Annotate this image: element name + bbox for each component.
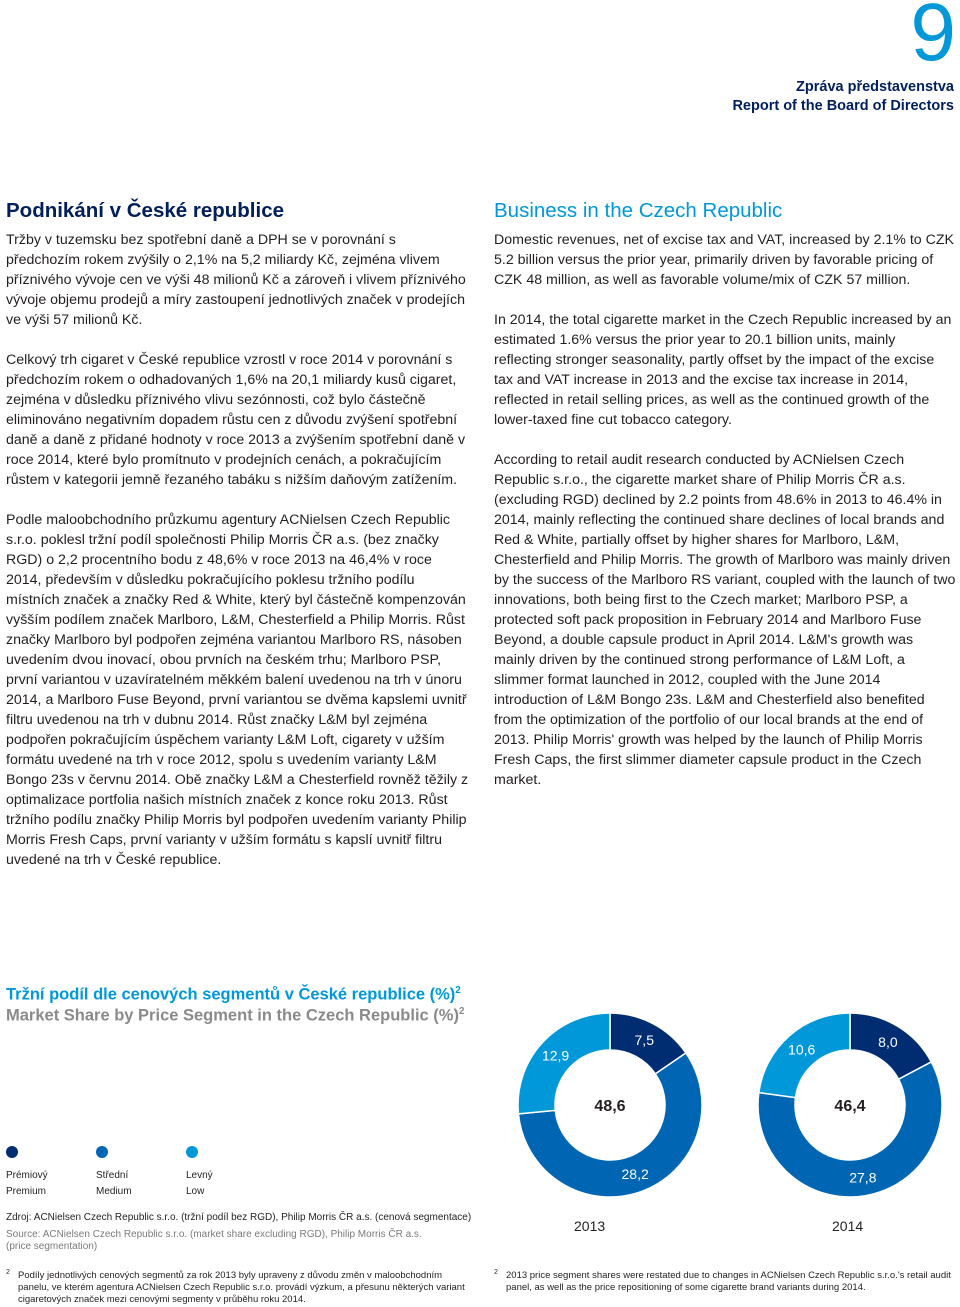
report-title	[732, 78, 954, 116]
year-label-2013: 2013	[574, 1218, 606, 1234]
footnote-mark: 2	[6, 1269, 10, 1276]
donut-label-medium-2013: 28,2	[621, 1166, 649, 1183]
footnote-ref: 2	[455, 985, 461, 996]
chart-title-cz-text: Tržní podíl dle cenových segmentů v České republice (%)	[6, 985, 456, 1004]
chart-source-en: Source: ACNielsen Czech Republic s.r.o. (market share excluding RGD), Philip Morris ČR a.s. (price segmentation)	[6, 1229, 422, 1252]
legend-label-en: Medium	[96, 1186, 132, 1197]
footnote-ref: 2	[458, 1006, 465, 1017]
footnote-text: 2013 price segment shares were restated due to changes in ACNielsen Czech Republic s.r.o.'s retail audit panel, as well as the price repositioning of some cigarette brand variants during 2014.	[506, 1270, 951, 1293]
section-title-cz: Podnikání v České republice	[6, 199, 284, 222]
report-title-en: Report of the Board of Directors	[732, 98, 954, 114]
paragraph: According to retail audit research conducted by ACNielsen Czech Republic s.r.o., the cigarette market share of Philip Morris ČR a.s. (excluding RGD) declined by 2.2 points from 48.6% in 2013 to 46.4% in 2014, mainly reflecting the continued share declines of local brands and Red & White, partially offset by higher shares for Marlboro, L&M, Chesterfield and Philip Morris. The growth of Marlboro was mainly driven by the success of the Marlboro RS variant, coupled with the launch of two innovations, both being first to the Czech market; Marlboro PSP, a protected soft pack proposition in February 2014 and Marlboro Fuse Beyond, a double capsule product in April 2014. L&M's growth was mainly driven by the continued strong performance of L&M Loft, a slimmer format launched in 2012, coupled with the June 2014 introduction of L&M Bongo 23s. L&M and Chesterfield also benefited from the optimization of the portfolio of our local brands at the end of 2013. Philip Morris' growth was helped by the launch of Philip Morris Fresh Caps, the first slimmer diameter capsule product in the Czech market.	[494, 452, 956, 788]
legend-label-en: Premium	[6, 1186, 47, 1197]
donut-label-low-2014: 10,6	[788, 1041, 816, 1058]
donut-label-premium-2013: 7,5	[634, 1031, 654, 1048]
donut-center-label-2014: 46,4	[834, 1098, 866, 1115]
year-label-2014: 2014	[832, 1218, 864, 1234]
legend-dot-premium	[6, 1146, 18, 1158]
paragraph: Tržby v tuzemsku bez spotřební daně a DPH se v porovnání s předchozím rokem zvýšily o 2,1% na 5,2 miliardy Kč, zejména vlivem příznivého vývoje cen ve výši 48 milionů Kč a zároveň i vlivem příznivého vývoje objemu prodejů a míry zastoupení jednotlivých značek v prodejích ve výši 57 milionů Kč.	[6, 232, 466, 328]
donut-chart	[480, 995, 950, 1210]
chart-source-cz: Zdroj: ACNielsen Czech Republic s.r.o. (tržní podíl bez RGD), Philip Morris ČR a.s. (cenová segmentace)	[6, 1212, 472, 1223]
donut-label-premium-2014: 8,0	[878, 1034, 898, 1051]
report-title-cz: Zpráva představenstva	[796, 79, 954, 95]
paragraph: In 2014, the total cigarette market in the Czech Republic increased by an estimated 1.6% versus the prior year to 20.1 billion units, mainly reflecting stronger seasonality, partly offset by the impact of the excise tax and VAT increase in 2013 and the excise tax increase in 2014, reflected in retail selling prices, as well as the continued growth of the lower-taxed fine cut tobacco category.	[494, 312, 952, 428]
legend-label-en: Low	[186, 1186, 205, 1197]
page-number: 9	[910, 0, 954, 78]
donut-center-label-2013: 48,6	[594, 1098, 626, 1115]
paragraph: Celkový trh cigaret v České republice vzrostl v roce 2014 v porovnání s předchozím rokem o odhadovaných 1,6% na 20,1 miliardy kusů cigaret, zejména v důsledku příznivého vlivu sezónnosti, což bylo částečně eliminováno negativním dopadem růstu cen z důvodu zvýšení spotřební daně a daně z přidané hodnoty v roce 2013 a zvýšením spotřební daně v roce 2014, které bylo promítnuto v prodejních cenách, a pokračujícím růstem v kategorii jemně řezaného tabáku s nižším daňovým zatížením.	[6, 352, 466, 488]
footnote-mark: 2	[494, 1269, 498, 1276]
footnote-en	[494, 1270, 954, 1294]
footnote-cz	[6, 1270, 466, 1306]
legend-label-cz: Prémiový	[6, 1170, 48, 1181]
legend-dot-medium	[96, 1146, 108, 1158]
donut-label-low-2013: 12,9	[541, 1047, 570, 1064]
footnote-text: Podíly jednotlivých cenových segmentů za rok 2013 byly upraveny z důvodu změn v maloobchodním panelu, ve kterém agentura ACNielsen Czech Republic s.r.o. provádí výzkum, a přesunu některých variant cigaretových značek mezi cenovými segmenty v průběhu roku 2014.	[18, 1270, 465, 1305]
legend-dot-low	[186, 1146, 198, 1158]
legend-label-cz: Levný	[186, 1170, 213, 1181]
left-column	[6, 198, 470, 890]
chart-title-en-text: Market Share by Price Segment in the Czech Republic (%)	[6, 1006, 459, 1025]
donut-label-medium-2014: 27,8	[849, 1169, 877, 1186]
legend-label-cz: Střední	[96, 1170, 129, 1181]
section-title-en: Business in the Czech Republic	[494, 199, 783, 222]
paragraph: Podle maloobchodního průzkumu agentury ACNielsen Czech Republic s.r.o. poklesl tržní podíl společnosti Philip Morris ČR a.s. (bez značky RGD) o 2,2 procentního bodu z 48,6% v roce 2013 na 46,4% v roce 2014, především v důsledku pokračujícího poklesu tržního podílu místních značek a značky Red & White, který byl částečně kompenzován vyšším podílem značek Marlboro, L&M, Chesterfield a Philip Morris. Růst značky Marlboro byl podpořen zejména variantou Marlboro RS, násoben uvedením dvou inovací, obou prvních na českém trhu; Marlboro PSP, první variantou v uzavíratelném měkkém balení uvedenou na trh v únoru 2014, a Marlboro Fuse Beyond, první variantou se dvěma kapslemi uvnitř filtru uvedenou na trh v dubnu 2014. Růst značky L&M byl zejména podpořen pokračujícím úspěchem varianty L&M Loft, cigarety v užším formátu uvedené na trh v roce 2012, spolu s uvedením varianty L&M Bongo 23s v červnu 2014. Obě značky L&M a Chesterfield rovněž těžily z optimalizace portfolia našich místních značek z konce roku 2013. Růst tržního podílu značky Philip Morris byl podpořen uvedením varianty Philip Morris Fresh Caps, první varianty v užším formátu s kapslí uvnitř filtru uvedené na trh v České republice.	[6, 512, 469, 868]
paragraph: Domestic revenues, net of excise tax and VAT, increased by 2.1% to CZK 5.2 billion versus the prior year, primarily driven by favorable pricing of CZK 48 million, as well as favorable volume/mix of CZK 57 million.	[494, 232, 954, 288]
chart-title-en	[6, 1001, 464, 1027]
right-column	[494, 198, 956, 810]
